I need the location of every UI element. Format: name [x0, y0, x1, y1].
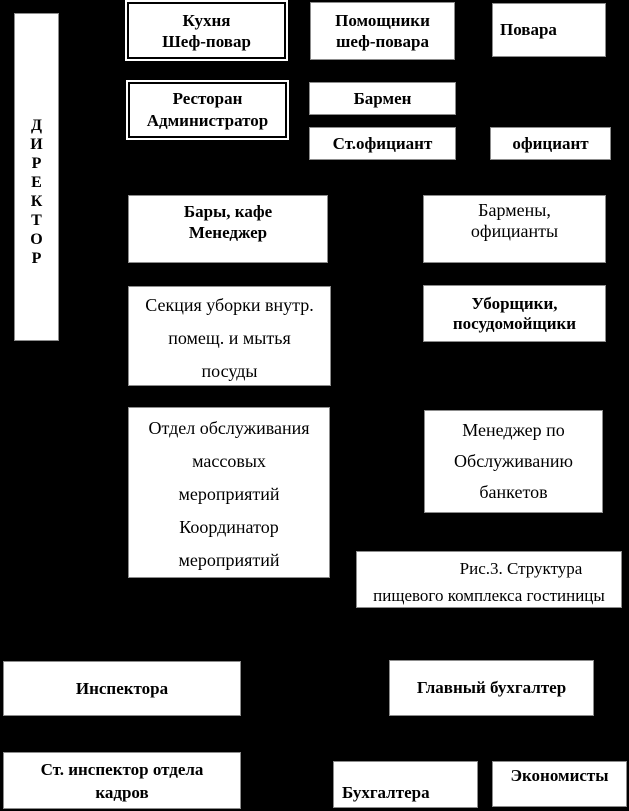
economists-box [492, 761, 627, 807]
senior-waiter-label: Ст.официант [332, 133, 433, 153]
restaurant-administrator-box [128, 82, 287, 138]
senior-hr-inspector-line: Ст. инспектор отдела [40, 759, 204, 779]
banquet-manager-line: Менеджер по [462, 420, 565, 440]
bars-cafe-manager-box [128, 195, 328, 263]
barman-box [309, 82, 456, 115]
accountants-box [333, 761, 478, 808]
waiter-label: официант [512, 133, 589, 153]
banquet-manager-line: Обслуживанию [454, 451, 573, 471]
senior-hr-inspector-line: кадров [95, 782, 149, 802]
events-department-line: массовых [192, 451, 266, 471]
cleaners-dishwashers-box [423, 285, 606, 342]
kitchen-chef-box [127, 2, 286, 59]
director-letter: Д [30, 117, 42, 134]
cleaning-section-box [128, 286, 331, 386]
assistant-chefs-line: шеф-повара [335, 32, 430, 51]
accountants-label: Бухгалтера [342, 783, 430, 802]
economists-label: Экономисты [510, 766, 609, 785]
cleaning-section-line: помещ. и мытья [168, 328, 291, 348]
events-department-line: мероприятий [178, 550, 280, 570]
cleaners-dishwashers-line: Уборщики, [471, 293, 558, 313]
restaurant-administrator-line: Ресторан [172, 89, 243, 108]
assistant-chefs-line: Помощники [335, 11, 430, 30]
senior-waiter-box [309, 127, 456, 160]
cleaners-dishwashers-line: посудомойщики [452, 313, 577, 333]
barmen-waiters-line: Бармены, [478, 200, 551, 220]
inspectors-box [3, 661, 241, 716]
banquet-manager-line: банкетов [479, 482, 548, 502]
director-letter: Т [31, 212, 42, 229]
director-letter: Р [31, 155, 42, 172]
events-department-line: Координатор [179, 517, 279, 537]
director-letter: Р [31, 250, 42, 267]
director-letter: И [30, 136, 43, 153]
director-letter: О [30, 231, 43, 248]
figure-caption [356, 551, 622, 608]
restaurant-administrator-line: Администратор [146, 111, 269, 130]
assistant-chefs-box [310, 2, 455, 60]
bars-cafe-manager-line: Менеджер [188, 223, 268, 242]
bars-cafe-manager-line: Бары, кафе [183, 202, 273, 221]
events-department-line: мероприятий [178, 484, 280, 504]
figure-caption-line: пищевого комплекса гостиницы [373, 586, 605, 605]
cleaning-section-line: Секция уборки внутр. [145, 295, 314, 315]
director-letter: К [30, 193, 43, 210]
kitchen-chef-line: Кухня [182, 10, 231, 30]
waiter-box [490, 127, 611, 160]
cooks-label: Повара [500, 20, 557, 39]
events-department-box [128, 407, 330, 578]
figure-caption-line: Рис.3. Структура [459, 559, 583, 578]
banquet-manager-box [424, 410, 603, 513]
director-letter: Е [31, 174, 42, 191]
barman-label: Бармен [353, 88, 412, 108]
cleaning-section-line: посуды [201, 361, 258, 381]
kitchen-chef-line: Шеф-повар [162, 31, 251, 51]
director-box [14, 13, 59, 341]
inspectors-label: Инспектора [75, 678, 169, 698]
barmen-waiters-box [423, 195, 606, 263]
events-department-line: Отдел обслуживания [148, 418, 310, 438]
barmen-waiters-line: официанты [470, 221, 559, 241]
chief-accountant-label: Главный бухгалтер [416, 678, 567, 697]
senior-hr-inspector-box [3, 752, 241, 809]
cooks-box [492, 3, 606, 57]
chief-accountant-box [389, 660, 594, 716]
